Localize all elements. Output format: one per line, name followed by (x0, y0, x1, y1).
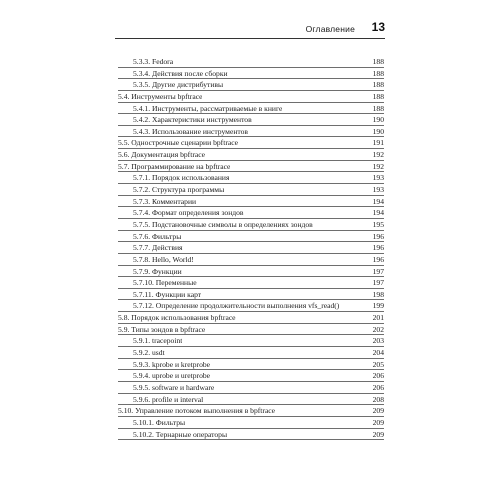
toc-entry-page: 204 (372, 348, 384, 358)
toc-entry-page: 188 (372, 103, 384, 113)
toc-entry (118, 417, 384, 429)
toc-entry-title: 5.7.6. Фильтры (133, 231, 182, 241)
toc-entry-page: 194 (372, 208, 384, 218)
toc-entry-page: 209 (372, 417, 384, 427)
toc-entry-title: 5.7.10. Переменные (133, 278, 197, 288)
toc-entry-title: 5.4.1. Инструменты, рассматриваемые в книге (133, 103, 283, 113)
toc-entry-page: 197 (372, 266, 384, 276)
toc-entry-title: 5.7.8. Hello, World! (133, 254, 194, 264)
toc-entry-page: 201 (372, 313, 384, 323)
toc-entry-page: 206 (372, 382, 384, 392)
toc-entry-title: 5.7.11. Функции карт (133, 289, 202, 299)
page-number: 13 (371, 20, 385, 34)
toc-entry-title: 5.9.5. software и hardware (133, 382, 215, 392)
toc-entry-title: 5.7.9. Функции (133, 266, 182, 276)
toc-entry-page: 188 (372, 91, 384, 101)
toc-entry-title: 5.3.4. Действия после сборки (133, 68, 228, 78)
toc-entry (118, 394, 384, 406)
toc-entry (118, 79, 384, 91)
toc-entry-page: 202 (372, 324, 384, 334)
toc-entry (118, 429, 384, 441)
toc-entry-page: 188 (372, 68, 384, 78)
toc-entry (118, 149, 384, 161)
toc-entry-title: 5.9.3. kprobe и kretprobe (133, 359, 211, 369)
toc-entry-page: 199 (372, 301, 384, 311)
toc-entry-title: 5.7.12. Определение продолжительности выполнения vfs_read() (133, 301, 340, 311)
toc-entry-page: 206 (372, 371, 384, 381)
toc-entry-title: 5.9. Типы зондов в bpftrace (118, 324, 206, 334)
toc-entry (118, 56, 384, 68)
toc-entry (118, 242, 384, 254)
running-header-section: Оглавление (305, 24, 355, 34)
toc-entry (118, 277, 384, 289)
toc-entry (118, 161, 384, 173)
toc-entry-page: 191 (372, 138, 384, 148)
toc-entry-page: 203 (372, 336, 384, 346)
header-rule (115, 38, 385, 39)
toc-entry (118, 103, 384, 115)
toc-entry (118, 312, 384, 324)
toc-entry-page: 190 (372, 115, 384, 125)
toc-entry-title: 5.10.2. Тернарные операторы (133, 429, 228, 439)
toc-entry (118, 335, 384, 347)
table-of-contents (118, 56, 384, 440)
toc-entry-title: 5.4.2. Характеристики инструментов (133, 115, 252, 125)
toc-entry (118, 382, 384, 394)
toc-entry-page: 193 (372, 185, 384, 195)
toc-entry-title: 5.9.2. usdt (133, 348, 165, 358)
toc-entry-page: 198 (372, 289, 384, 299)
toc-entry-page: 192 (372, 161, 384, 171)
toc-entry (118, 254, 384, 266)
toc-entry (118, 289, 384, 301)
toc-entry (118, 219, 384, 231)
toc-entry (118, 266, 384, 278)
toc-entry-title: 5.3.5. Другие дистрибутивы (133, 80, 224, 90)
toc-entry-title: 5.4. Инструменты bpftrace (118, 91, 203, 101)
toc-entry-title: 5.4.3. Использование инструментов (133, 126, 248, 136)
toc-entry-page: 209 (372, 429, 384, 439)
toc-entry (118, 324, 384, 336)
toc-entry-page: 190 (372, 126, 384, 136)
toc-entry-page: 197 (372, 278, 384, 288)
running-header (115, 20, 385, 42)
toc-entry (118, 347, 384, 359)
toc-entry-title: 5.9.4. uprobe и uretprobe (133, 371, 211, 381)
toc-entry-page: 194 (372, 196, 384, 206)
toc-entry-page: 196 (372, 243, 384, 253)
toc-entry (118, 126, 384, 138)
toc-entry-title: 5.7.3. Комментарии (133, 196, 197, 206)
toc-entry (118, 300, 384, 312)
toc-entry-page: 193 (372, 173, 384, 183)
toc-entry-title: 5.6. Документация bpftrace (118, 150, 205, 160)
toc-entry-title: 5.10.1. Фильтры (133, 417, 186, 427)
toc-entry-title: 5.7.7. Действия (133, 243, 183, 253)
toc-entry-title: 5.5. Однострочные сценарии bpftrace (118, 138, 238, 148)
toc-entry-page: 188 (372, 80, 384, 90)
toc-entry-title: 5.7. Программирование на bpftrace (118, 161, 231, 171)
toc-entry-page: 196 (372, 254, 384, 264)
toc-entry-title: 5.10. Управление потоком выполнения в bpftrace (118, 406, 276, 416)
toc-entry-title: 5.9.6. profile и interval (133, 394, 204, 404)
toc-entry-page: 192 (372, 150, 384, 160)
toc-entry (118, 231, 384, 243)
toc-entry-page: 209 (372, 406, 384, 416)
toc-entry (118, 114, 384, 126)
toc-entry-title: 5.7.4. Формат определения зондов (133, 208, 244, 218)
toc-entry (118, 405, 384, 417)
toc-entry (118, 137, 384, 149)
toc-entry-page: 196 (372, 231, 384, 241)
toc-entry (118, 359, 384, 371)
toc-entry-title: 5.3.3. Fedora (133, 57, 174, 66)
toc-entry (118, 91, 384, 103)
toc-entry (118, 370, 384, 382)
toc-entry-page: 208 (372, 394, 384, 404)
toc-entry-page: 195 (372, 219, 384, 229)
toc-entry-title: 5.9.1. tracepoint (133, 336, 183, 346)
toc-entry-title: 5.7.1. Порядок использования (133, 173, 230, 183)
toc-entry-title: 5.8. Порядок использования bpftrace (118, 313, 236, 323)
toc-entry-page: 188 (372, 57, 384, 66)
toc-entry (118, 68, 384, 80)
toc-entry-page: 205 (372, 359, 384, 369)
toc-entry-title: 5.7.5. Подстановочные символы в определениях зондов (133, 219, 313, 229)
toc-entry-title: 5.7.2. Структура программы (133, 185, 225, 195)
toc-entry (118, 172, 384, 184)
toc-entry (118, 184, 384, 196)
toc-entry (118, 196, 384, 208)
toc-entry (118, 207, 384, 219)
